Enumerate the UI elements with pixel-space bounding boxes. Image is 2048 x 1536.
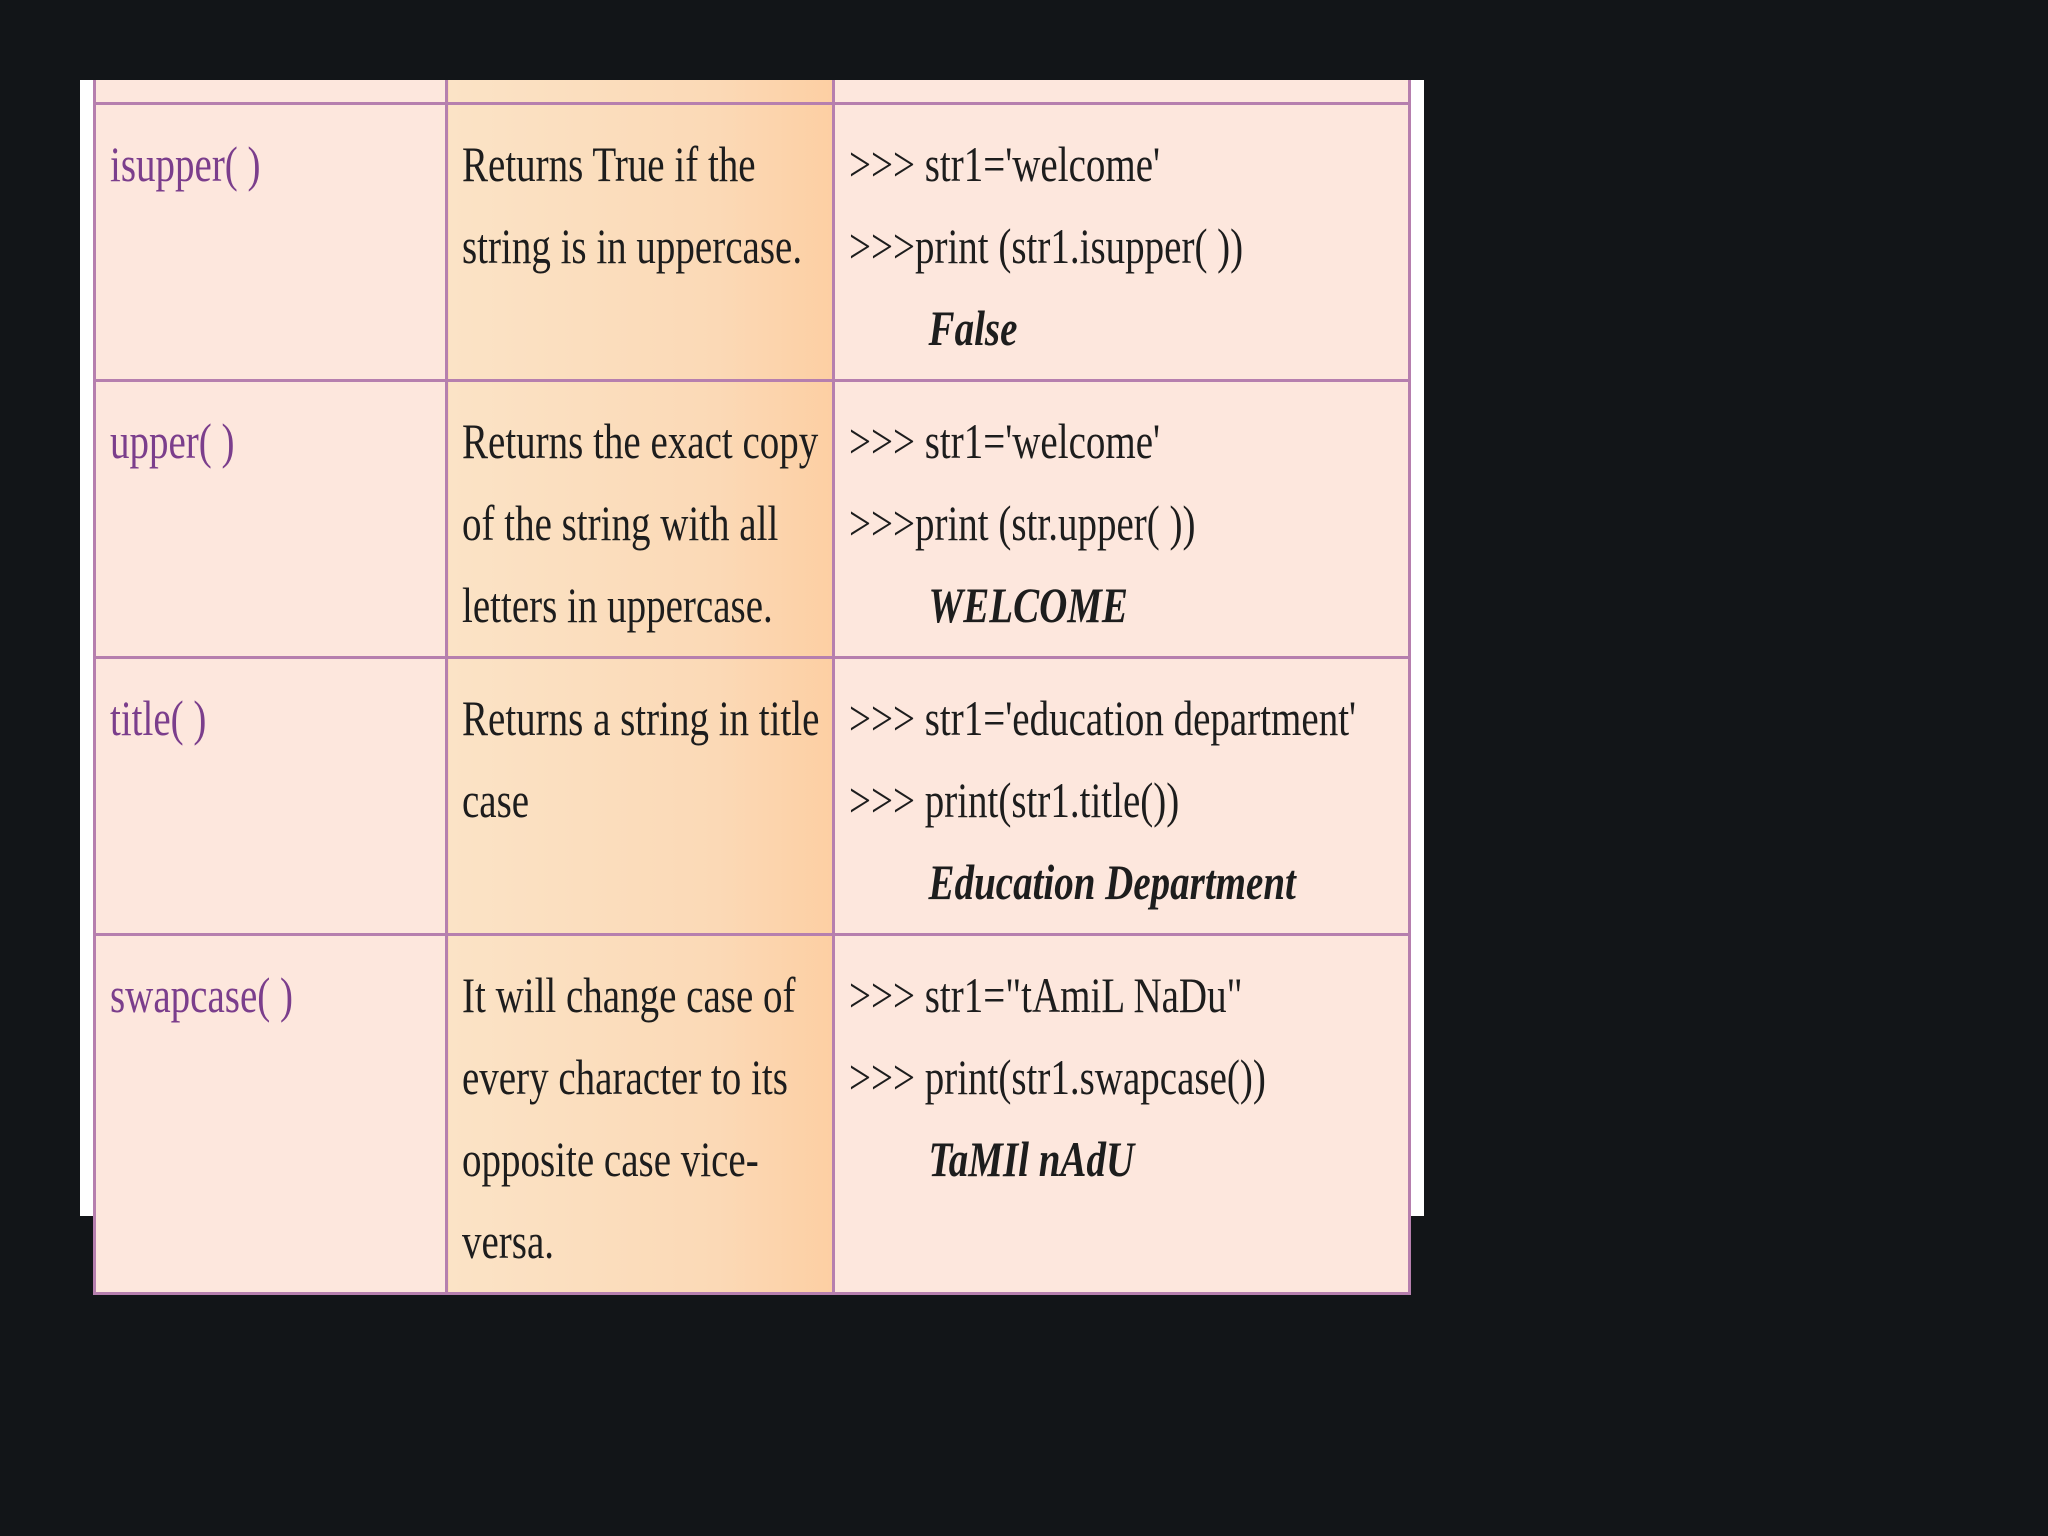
example-cell <box>834 381 1410 658</box>
method-name: swapcase( ) <box>110 967 293 1023</box>
output-line: WELCOME <box>928 577 1128 633</box>
code-line: >>> str1='welcome' <box>849 136 1161 192</box>
output-line: False <box>928 300 1018 356</box>
example-cell <box>834 658 1410 935</box>
description-cell <box>447 935 834 1294</box>
table-row-isupper <box>95 104 1410 381</box>
method-description: Returns a string in title case <box>462 690 820 828</box>
method-name-cell <box>95 935 447 1294</box>
table-row-cut-off <box>95 80 1410 104</box>
method-name-cell <box>95 658 447 935</box>
method-description: Returns the exact copy of the string with all letters in uppercase. <box>462 413 819 633</box>
description-cell <box>447 381 834 658</box>
code-line: >>> print(str1.title()) <box>849 772 1180 828</box>
code-line: >>>print (str1.isupper( )) <box>849 218 1244 274</box>
method-description: It will change case of every character to its opposite case vice-versa. <box>462 967 796 1269</box>
table-row-swapcase <box>95 935 1410 1294</box>
output-line: TaMIl nAdU <box>928 1131 1135 1187</box>
method-name-cell <box>95 381 447 658</box>
example-cell <box>834 935 1410 1294</box>
example-cell <box>834 104 1410 381</box>
description-cell <box>447 104 834 381</box>
code-line: >>>print (str.upper( )) <box>849 495 1196 551</box>
table-row-title <box>95 658 1410 935</box>
output-line: Education Department <box>928 854 1296 910</box>
method-name: upper( ) <box>110 413 235 469</box>
code-line: >>> str1='education department' <box>849 690 1357 746</box>
method-name: title( ) <box>110 690 207 746</box>
code-line: >>> str1='welcome' <box>849 413 1161 469</box>
table-row-upper <box>95 381 1410 658</box>
method-name: isupper( ) <box>110 136 261 192</box>
method-name-cell <box>95 104 447 381</box>
code-line: >>> print(str1.swapcase()) <box>849 1049 1266 1105</box>
description-cell <box>447 658 834 935</box>
code-line: >>> str1="tAmiL NaDu" <box>849 967 1243 1023</box>
string-methods-table <box>93 80 1411 1295</box>
document-image <box>80 80 1424 1269</box>
method-description: Returns True if the string is in uppercase. <box>462 136 803 274</box>
